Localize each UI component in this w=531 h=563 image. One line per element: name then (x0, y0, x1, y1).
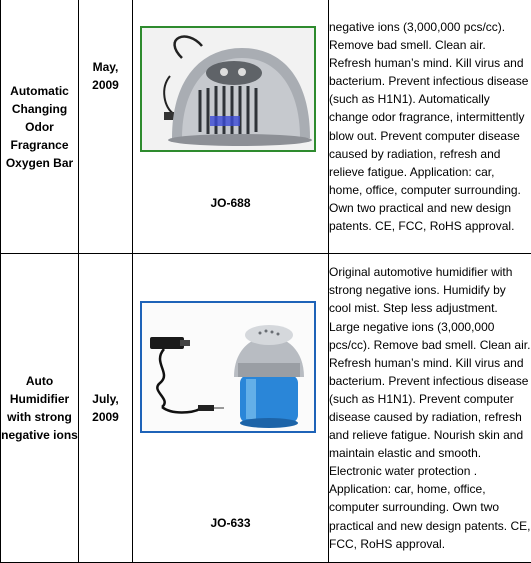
model-number: JO-688 (133, 196, 328, 210)
release-date: July, 2009 (79, 254, 133, 563)
release-date: May, 2009 (79, 0, 133, 254)
product-image-cell (133, 0, 329, 254)
model-number: JO-633 (133, 516, 328, 530)
product-image-cell (133, 254, 329, 563)
product-name: Automatic Changing Odor Fragrance Oxygen Bar (1, 0, 79, 254)
table-row (1, 0, 531, 254)
product-description: negative ions (3,000,000 pcs/cc). Remove bad smell. Clean air. Refresh human’s mind. Kill virus and bacterium. Prevent infectious disease (such as H1N1). Automatically change odor fragrance, intermittently blow out. Prevent computer disease caused by radiation, refresh and relieve fatigue. Application: car, home, office, computer surrounding. Own two practical and new design patents. CE, FCC, RoHS approval. (329, 0, 531, 254)
product-description: Original automotive humidifier with strong negative ions. Humidify by cool mist. Step less adjustment. Large negative ions (3,000,000 pcs/cc). Remove bad smell. Clean air. Refresh human’s mind. Kill virus and bacterium. Prevent infectious disease (such as H1N1). Prevent computer disease caused by radiation, refresh and relieve fatigue. Nourish skin and maintain elastic and smooth. Electronic water protection . Application: car, home, office, computer surrounding. Own two practical and new design patents. CE, FCC, RoHS approval. (329, 254, 531, 563)
oxygen-bar-photo (140, 26, 316, 152)
product-name: Auto Humidifier with strong negative ions (1, 254, 79, 563)
humidifier-photo (140, 301, 316, 433)
table-row (1, 254, 531, 563)
